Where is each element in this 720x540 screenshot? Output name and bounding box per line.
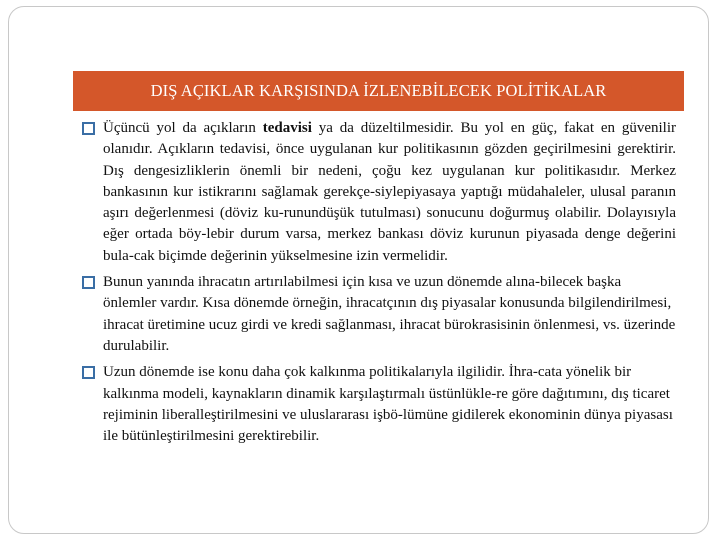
square-bullet-icon — [82, 122, 95, 135]
bullet-1-text-before: Üçüncü yol da açıkların — [103, 120, 263, 136]
bullet-item-2 — [82, 272, 676, 357]
slide-title: DIŞ AÇIKLAR KARŞISINDA İZLENEBİLECEK POLİTİKALAR — [150, 81, 607, 100]
square-bullet-icon — [82, 366, 95, 379]
bullet-1-text-after: ya da düzeltilmesidir. Bu yol en güç, fakat en güvenilir olanıdır. Açıkların tedavisi, önce uygulanan kur politikasının gözden geçirilmesini gerektirir. Dış dengesizliklerin önemli bir nedeni, çoğu kez uygulanan kur politikasıdır. Merkez bankasının kur istikrarını sağlamak gerekçe-siylepiyasaya yaptığı müdahaleler, ulusal paranın aşırı değerlenmesi (döviz ku-runundüşük tutulması) sonucunu doğurmuş olabilir. Dolayısıyla eğer ortada böy-lebir durum varsa, merkez bankası döviz kurunun piyasada denge değerini bula-cak biçimde değerinin yükselmesine izin vermelidir. — [103, 120, 676, 264]
square-bullet-icon — [82, 276, 95, 289]
bullet-2-text: Bunun yanında ihracatın artırılabilmesi için kısa ve uzun dönemde alına-bilecek başka önlemler vardır. Kısa dönemde örneğin, ihracatçının dış piyasalar konusunda bilgilendirilmesi, ihracat üretimine ucuz girdi ve kredi sağlanması, ihracat bürokrasisinin önlenmesi, vs. üzerinde durulabilir. — [103, 274, 676, 354]
slide-content — [82, 118, 676, 452]
bullet-item-1 — [82, 118, 676, 267]
bullet-3-text: Uzun dönemde ise konu daha çok kalkınma politikalarıyla ilgilidir. İhra-cata yönelik bir kalkınma modeli, kaynakların dinamik karşılaştırmalı üstünlükle-re göre dağıtımını, dış ticaret rejiminin liberalleştirilmesini ve uluslararası işbö-lümüne gidilerek ekonominin dünya piyasası ile bütünleştirilmesini gerektirebilir. — [103, 364, 673, 445]
bullet-1-bold-term: tedavisi — [262, 120, 312, 136]
slide-title-bar — [73, 71, 684, 111]
bullet-item-3 — [82, 362, 676, 447]
